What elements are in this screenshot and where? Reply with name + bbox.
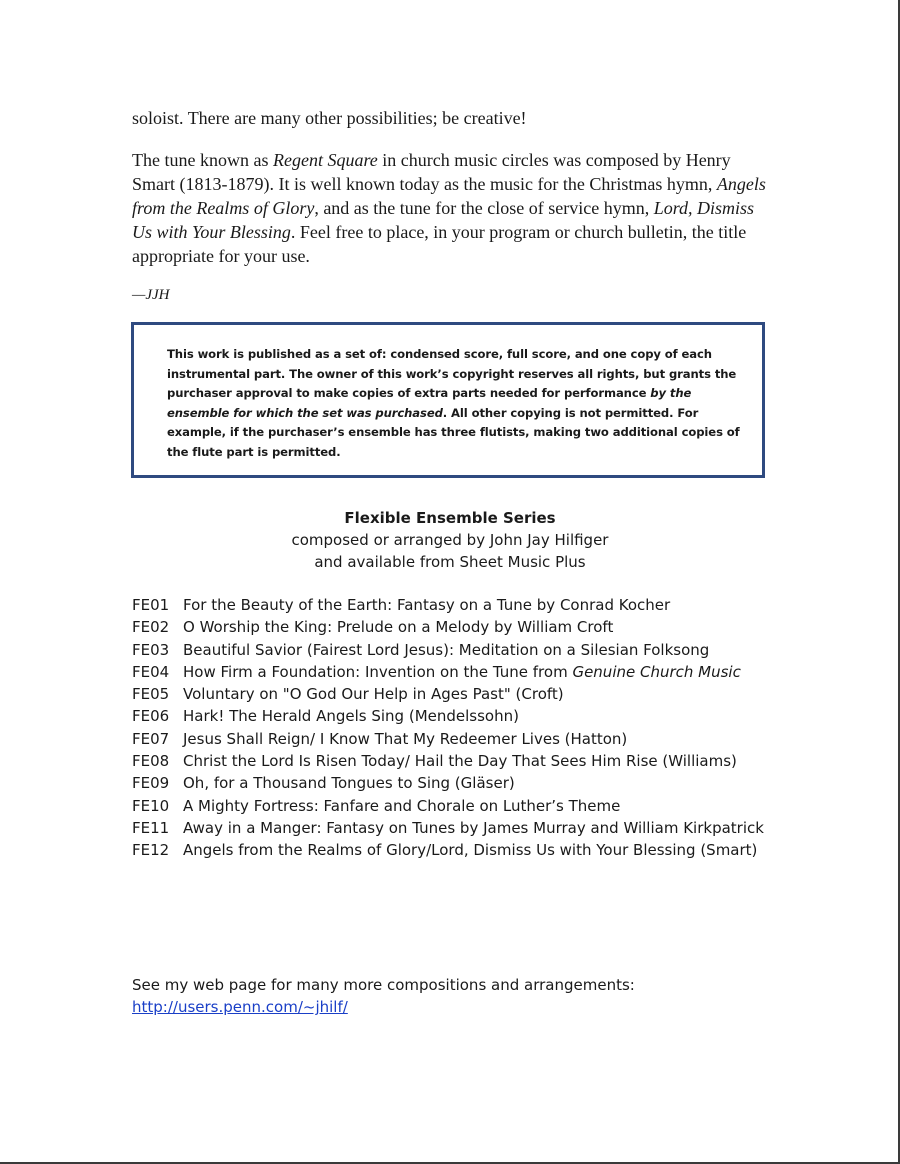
list-item [132,772,792,794]
more-works-text: See my web page for many more compositions and arrangements: [132,976,635,994]
work-code: FE07 [132,729,170,748]
tune-text-c: , and as the tune for the close of service hymn, [314,198,654,218]
tune-text-a: The tune known as [132,150,273,170]
work-title: O Worship the King: Prelude on a Melody by William Croft [183,618,614,637]
work-title: Oh, for a Thousand Tongues to Sing (Gläser) [183,774,515,793]
notice-italic: by the ensemble for which the set was purchased [167,386,692,420]
list-item [132,817,792,839]
work-code: FE11 [132,818,170,837]
series-subtitle-composer: composed or arranged by John Jay Hilfiger [291,531,609,549]
hymn-title-christmas: Angels from the Realms of Glory [132,174,766,218]
hymn-title-dismissal: Lord, Dismiss Us with Your Blessing [132,198,755,242]
work-title: A Mighty Fortress: Fanfare and Chorale on Luther’s Theme [183,796,621,815]
list-item [132,616,792,638]
work-code: FE08 [132,752,170,771]
notice-part2: . All other copying is not permitted. For example, if the purchaser’s ensemble has three flutists, making two additional copies of the flute part is permitted. [167,405,740,459]
work-code: FE04 [132,662,170,681]
tune-text-b: in church music circles was composed by Henry Smart (1813-1879). It is well known today as the music for the Christmas hymn, [132,150,731,194]
work-title [183,661,792,683]
copyright-notice-text [167,345,757,463]
work-code: FE03 [132,640,170,659]
work-title-text: How Firm a Foundation: Invention on the Tune from [183,662,573,681]
work-title: Jesus Shall Reign/ I Know That My Redeemer Lives (Hatton) [183,729,628,748]
work-code: FE02 [132,618,170,637]
work-code: FE09 [132,774,170,793]
tune-paragraph [132,148,772,268]
work-title: Hark! The Herald Angels Sing (Mendelssohn) [183,707,519,726]
work-code: FE12 [132,841,170,860]
work-title-italic: Genuine Church Music [572,662,741,681]
list-item [132,639,792,661]
list-item [132,594,792,616]
list-item [132,839,792,861]
work-title: Christ the Lord Is Risen Today/ Hail the Day That Sees Him Rise (Williams) [183,752,737,771]
intro-continuation: soloist. There are many other possibilities; be creative! [132,108,527,128]
copyright-notice-box [131,322,765,478]
series-subtitle-availability: and available from Sheet Music Plus [314,553,586,571]
notice-part1: This work is published as a set of: condensed score, full score, and one copy of each instrumental part. The owner of this work’s copyright reserves all rights, but grants the purchaser approval to make copies of extra parts needed for performance [167,347,737,401]
tune-name: Regent Square [272,150,378,170]
works-list [132,594,792,862]
work-code: FE06 [132,707,170,726]
list-item [132,661,792,683]
signature: —JJH [132,287,170,303]
list-item [132,750,792,772]
work-code: FE01 [132,596,170,614]
work-title: Voluntary on "O God Our Help in Ages Past" (Croft) [183,685,564,704]
series-title: Flexible Ensemble Series [344,509,556,527]
list-item [132,705,792,727]
work-title: Angels from the Realms of Glory/Lord, Dismiss Us with Your Blessing (Smart) [183,841,758,860]
work-title: Beautiful Savior (Fairest Lord Jesus): Meditation on a Silesian Folksong [183,640,710,659]
website-link[interactable]: http://users.penn.com/~jhilf/ [132,998,348,1016]
list-item [132,728,792,750]
list-item [132,683,792,705]
tune-text-d: . Feel free to place, in your program or church bulletin, the title appropriate for your use. [132,222,747,266]
work-title: For the Beauty of the Earth: Fantasy on a Tune by Conrad Kocher [183,596,671,614]
work-code: FE10 [132,796,170,815]
work-title: Away in a Manger: Fantasy on Tunes by James Murray and William Kirkpatrick [183,818,764,837]
work-code: FE05 [132,685,170,704]
list-item [132,795,792,817]
